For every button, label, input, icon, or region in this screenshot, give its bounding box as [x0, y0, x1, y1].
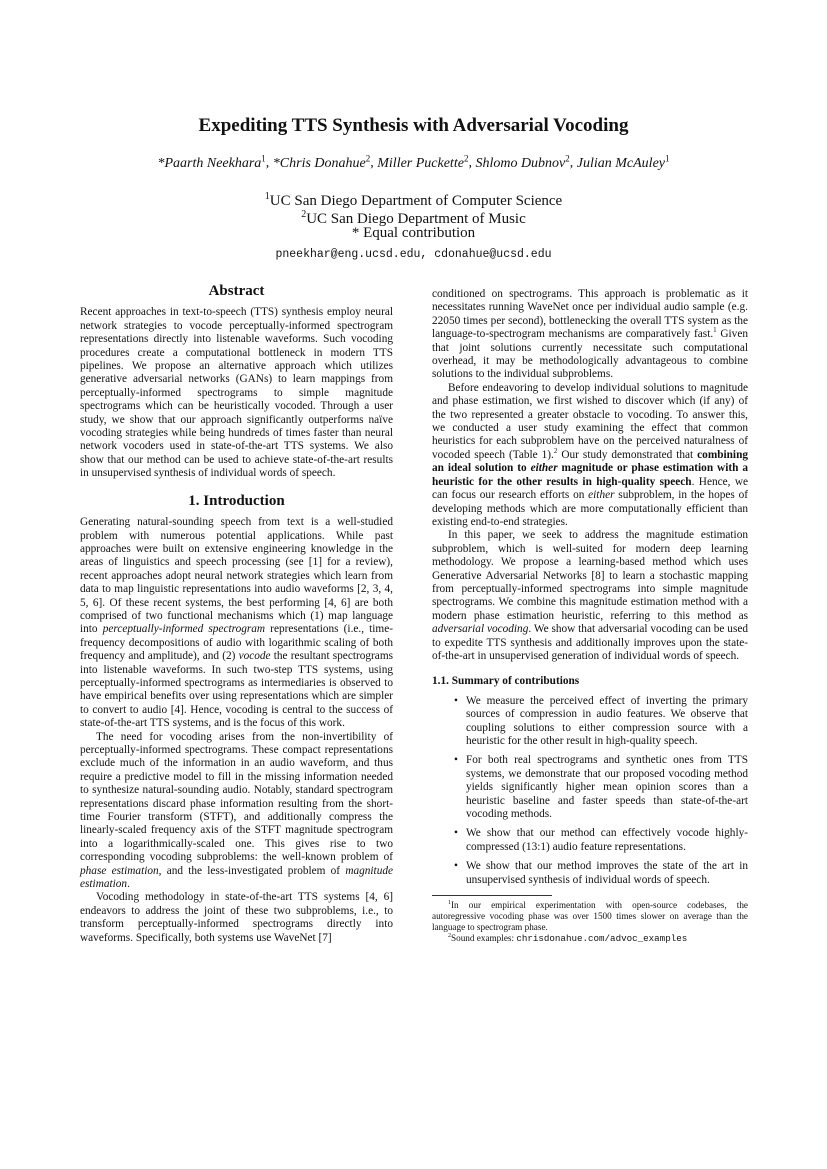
introduction-heading: 1. Introduction — [188, 492, 285, 509]
summary-heading: 1.1. Summary of contributions — [432, 675, 580, 688]
author: Julian McAuley$^1$ — [576, 153, 670, 171]
left-column — [80, 285, 393, 945]
author: Miller Puckette$^2$ — [377, 153, 469, 171]
paper-title: Expediting TTS Synthesis with Adversarial Vocoding — [198, 115, 629, 136]
intro-paragraph-2: The need for vocoding arises from the non-invertibility of perceptually-informed spectrograms. These compact representations exclude much of the information in an audio waveform, and thus require a predictive model to fill in the missing information needed to synthesize natural-sounding audio. Notably, standard spectrogram representations discard phase information resulting from the short-time Fourier transform (STFT), and additionally compress the linearly-scaled frequency axis of the STFT magnitude spectrogram into a logarithmically-scaled one. This gives rise to two corresponding vocoding subproblems: the well-known problem of phase estimation, and the less-investigated problem of magnitude estimation. — [80, 730, 394, 891]
intro-paragraph-3: Vocoding methodology in state-of-the-art TTS systems [4, 6] endeavors to address the joint of these two subproblems, i.e., to transform perceptually-informed spectrograms directly into waveforms. Specifically, both systems use WaveNet [7] — [80, 891, 393, 944]
arxiv-stamp — [14, 350, 54, 870]
list-item: • We show that our method can effectively vocode highly-compressed (13:1) audio feature representations. — [454, 827, 748, 853]
affiliation: $^2$UC San Diego Department of Music — [301, 209, 526, 227]
abstract-heading: Abstract — [208, 283, 265, 299]
affiliation: $^1$UC San Diego Department of Computer Science — [264, 191, 563, 209]
footnote-divider — [432, 895, 552, 896]
author-emails: pneekhar@eng.ucsd.edu, cdonahue@ucsd.edu — [275, 248, 552, 261]
arxiv-stamp-svg — [14, 350, 54, 870]
list-item: • We show that our method improves the state of the art in unsupervised synthesis of individual words of speech. — [454, 860, 748, 886]
author: Shlomo Dubnov$^2$ — [475, 153, 570, 171]
bullet-icon: • — [454, 694, 458, 707]
author-list: *Paarth Neekhara$^1$, *Chris Donahue$^2$, Miller Puckette$^2$, Shlomo Dubnov$^2$, Julian McAuley$^1$ — [157, 153, 670, 171]
contributions-list — [432, 695, 748, 887]
right-paragraph-2: Before endeavoring to develop individual solutions to magnitude and phase estimation, we first wished to discover which (if any) of the two represented a greater obstacle to vocoding. To answer this, we conducted a user study examining the effect that common heuristics for each subproblem have on the perceived naturalness of vocoded speech (Table 1).$^2$ Our study demonstrated that combining an ideal solution to either magnitude or phase estimation with a heuristic for the other results in high-quality speech. Hence, we can focus our research efforts on either subproblem, in the hopes of developing methods which are more computationally efficient than existing end-to-end strategies. — [432, 381, 749, 528]
right-paragraph-3: In this paper, we seek to address the magnitude estimation subproblem, which is well-suited for modern deep learning methodology. We propose a learning-based method which uses Generative Adversarial Networks [8] to learn a stochastic mapping from perceptually-informed spectrograms into simple magnitude spectrograms. We combine this magnitude estimation method with a modern phase estimation heuristic, referring to this method as adversarial vocoding. We show that adversarial vocoding can be used to expedite TTS synthesis and additionally improves upon the state-of-the-art in unsupervised generation of individual words of speech. — [432, 529, 748, 662]
list-item: • For both real spectrograms and synthetic ones from TTS systems, we demonstrate that our proposed vocoding method yields significantly higher mean opinion scores than a heuristic baseline and faster speeds than state-of-the-art vocoding methods. — [454, 754, 748, 821]
bullet-icon: • — [454, 860, 458, 873]
bullet-icon: • — [454, 827, 458, 840]
bullet-icon: • — [454, 754, 458, 767]
footnote-2: $^2$Sound examples: chrisdonahue.com/advoc_examples — [448, 933, 688, 945]
right-paragraph-1: conditioned on spectrograms. This approach is problematic as it necessitates running WaveNet once per individual audio sample (e.g. 22050 times per second), bottlenecking the overall TTS system as the language-to-spectrogram mechanisms are comparatively fast.$^1$ Given that joint solutions currently necessitate such computational overhead, it may be methodologically advantageous to combine solutions to the individual subproblems. — [432, 288, 748, 381]
equal-contribution-note: * Equal contribution — [351, 225, 476, 241]
sound-examples-link[interactable]: chrisdonahue.com/advoc_examples — [516, 933, 688, 945]
intro-paragraph-1: Generating natural-sounding speech from text is a well-studied problem with numerous potential applications. While past approaches were built on extensive engineering knowledge in the areas of linguistics and speech processing (see [1] for a review), recent approaches adopt neural network strategies which learn from data to map linguistic representations into audio waveforms [2, 3, 4, 5, 6]. Of these recent systems, the best performing [4, 6] are both comprised of two functional mechanisms which (1) map language into perceptually-informed spectrogram representations (i.e., time-frequency decompositions of audio with logarithmic scaling of both frequency and amplitude), and (2) vocode the resultant spectrograms into listenable waveforms. In such two-step TTS systems, using perceptually-informed spectrograms as intermediaries is observed to have empirical benefits over using representations which are simpler to convert to audio [4]. Hence, vocoding is central to the success of state-of-the-art TTS systems, and is the focus of this work. — [80, 516, 393, 730]
author: *Chris Donahue$^2$ — [272, 153, 371, 171]
right-column — [432, 288, 748, 944]
abstract-text: Recent approaches in text-to-speech (TTS) synthesis employ neural network strategies to vocode perceptually-informed spectrogram representations directly into listenable waveforms. Such vocoding procedures create a computational bottleneck in modern TTS pipelines. We propose an alternative approach which utilizes generative adversarial networks (GANs) to learn mappings from perceptually-informed spectrograms to simple magnitude spectrograms which can be heuristically vocoded. Through a user study, we show that our approach significantly outperforms naïve vocoding strategies while being hundreds of times faster than neural network vocoders used in state-of-the-art TTS systems. We also show that our method can be used to achieve state-of-the-art results in unsupervised synthesis of individual words of speech. — [80, 306, 393, 480]
author: *Paarth Neekhara$^1$ — [157, 153, 266, 171]
list-item: • We measure the perceived effect of inverting the primary sources of compression in audio features. We observe that coupling solutions to either compression source with a heuristic for the other result in high-quality speech. — [454, 694, 748, 747]
footnote-1: $^1$In our empirical experimentation with open-source codebases, the autoregressive vocoding phase was over 1500 times slower on average than the language to spectrogram phase. — [432, 900, 748, 933]
